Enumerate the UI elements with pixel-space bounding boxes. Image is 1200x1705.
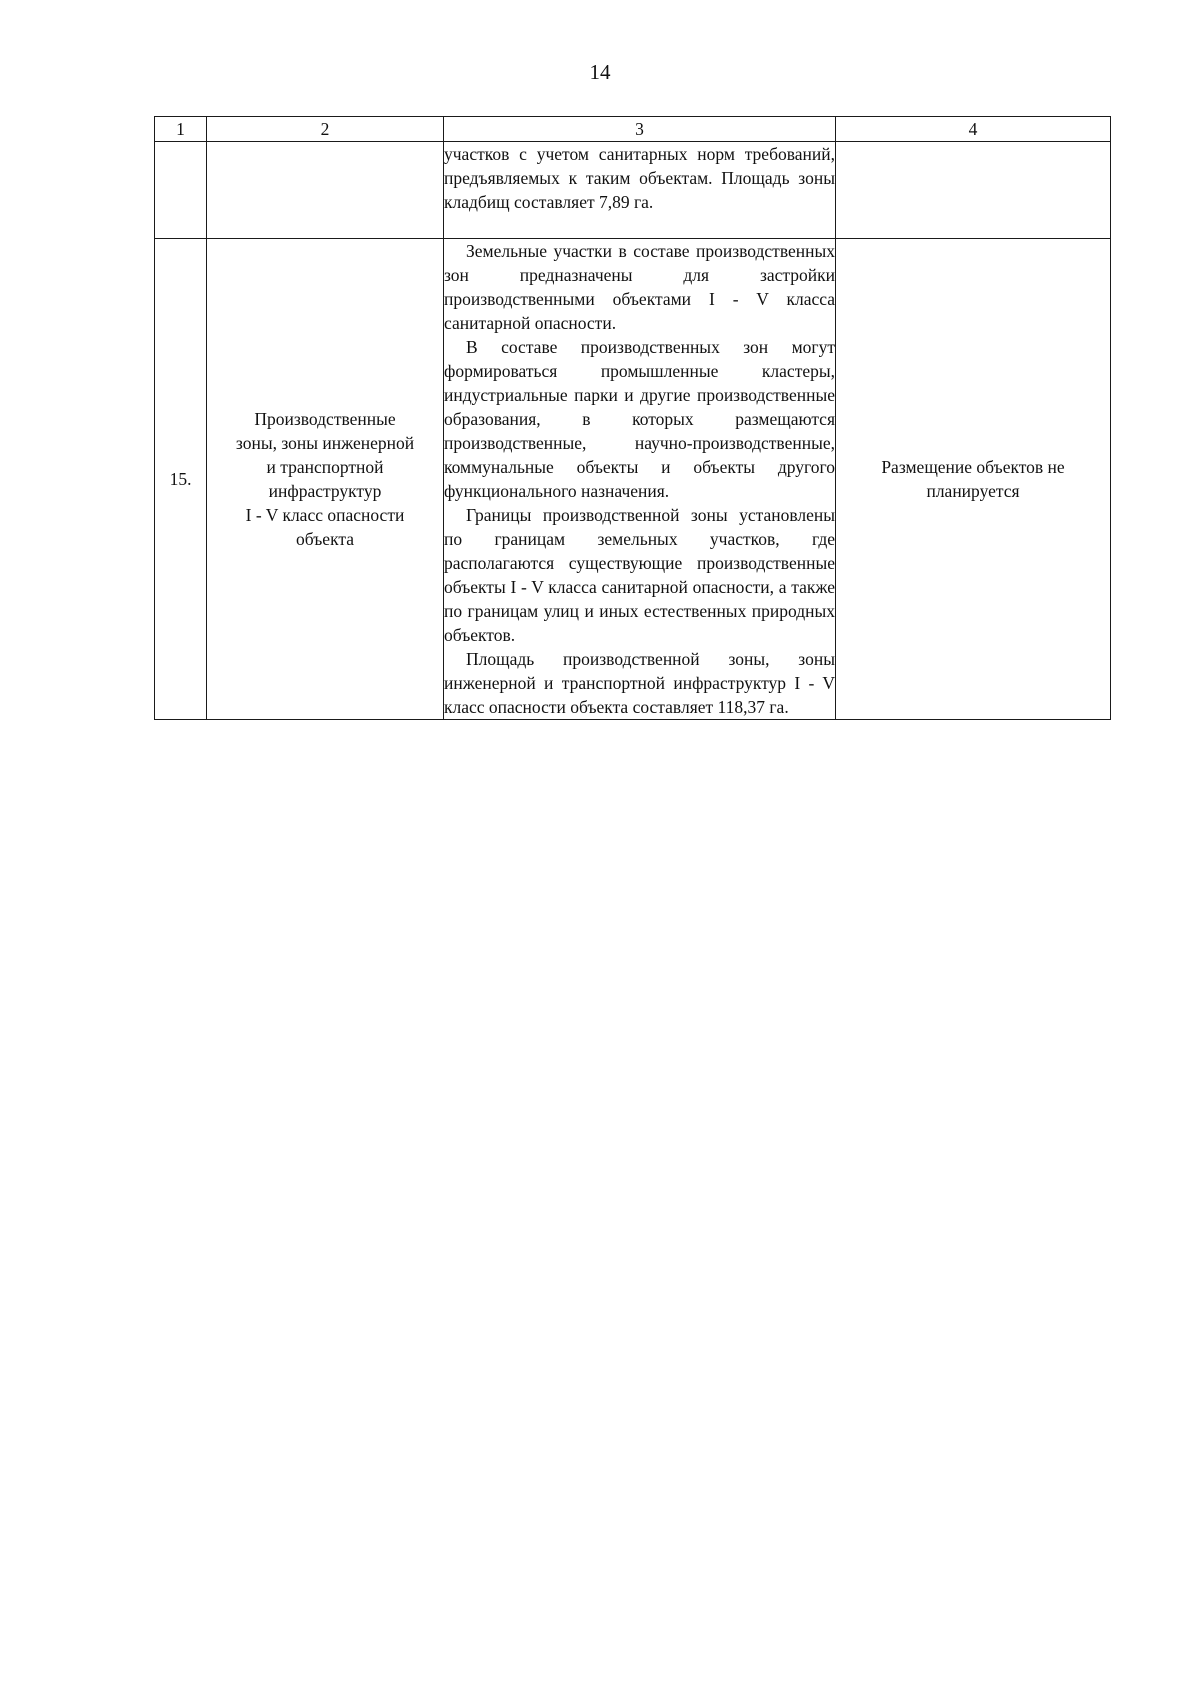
zone-name-line: объекта — [296, 529, 354, 549]
table-row — [155, 142, 1111, 239]
row-number — [155, 142, 207, 239]
zone-description — [444, 239, 836, 720]
zone-name-line: зоны, зоны инженерной — [235, 433, 415, 453]
zone-name — [207, 239, 444, 720]
column-header-2: 2 — [207, 117, 444, 142]
column-header-4: 4 — [836, 117, 1111, 142]
zone-description — [444, 142, 836, 239]
zone-name-line: инфраструктур — [268, 481, 382, 501]
column-header-1: 1 — [155, 117, 207, 142]
description-paragraph: Границы производственной зоны установлены по границам земельных участков, где располагаются существующие производственные объекты I - V класса санитарной опасности, а также по границам улиц и иных естественных природных объектов. — [444, 505, 835, 645]
table-row — [155, 239, 1111, 720]
row-number: 15. — [155, 239, 207, 720]
zone-result — [836, 142, 1111, 239]
table-header-row — [155, 117, 1111, 142]
description-paragraph: В составе производственных зон могут формироваться промышленные кластеры, индустриальные парки и другие производственные образования, в которых размещаются производственные, научно-производственные, коммунальные объекты и объекты другого функционального назначения. — [444, 337, 835, 501]
description-paragraph: Площадь производственной зоны, зоны инженерной и транспортной инфраструктур I - V класс опасности объекта составляет 118,37 га. — [444, 649, 835, 717]
page-number: 14 — [589, 60, 611, 84]
zone-name — [207, 142, 444, 239]
zone-name-line: и транспортной — [266, 457, 384, 477]
zones-table — [154, 116, 1111, 720]
result-line: планируется — [926, 481, 1020, 501]
result-line: Размещение объектов не — [881, 457, 1065, 477]
zone-result — [836, 239, 1111, 720]
column-header-3: 3 — [444, 117, 836, 142]
description-paragraph: Земельные участки в составе производственных зон предназначены для застройки производственными объектами I - V класса санитарной опасности. — [444, 241, 835, 333]
description-paragraph: участков с учетом санитарных норм требований, предъявляемых к таким объектам. Площадь зоны кладбищ составляет 7,89 га. — [444, 144, 835, 212]
zone-name-line: I - V класс опасности — [245, 505, 405, 525]
zone-name-line: Производственные — [254, 409, 396, 429]
